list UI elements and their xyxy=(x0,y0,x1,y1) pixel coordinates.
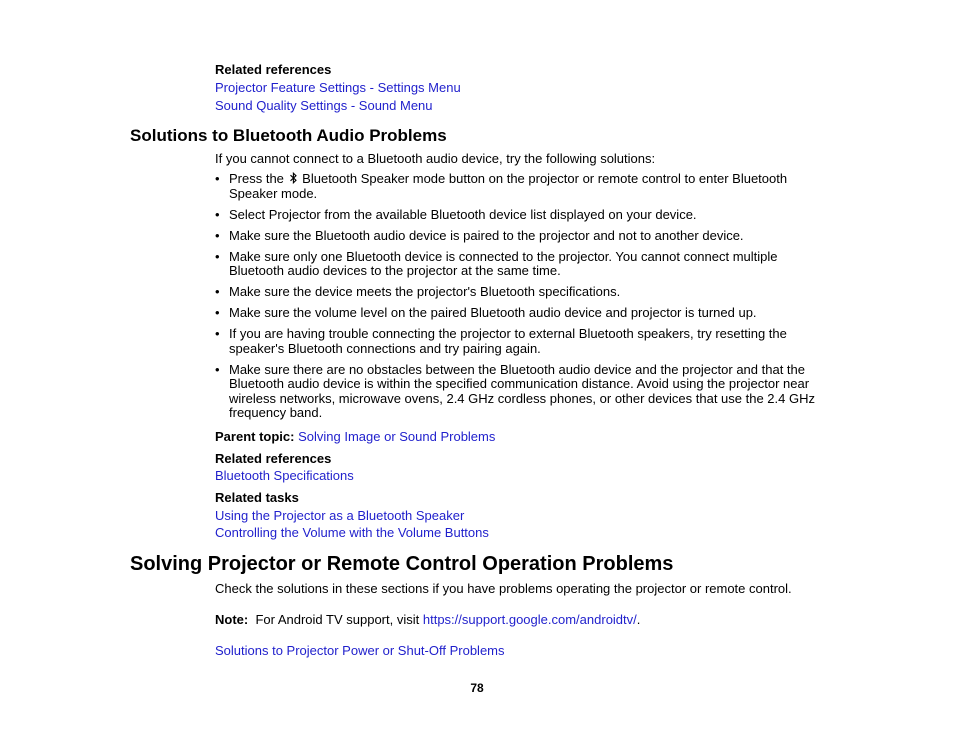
related-references-heading: Related references xyxy=(215,62,332,77)
bluetooth-icon xyxy=(289,172,298,184)
bullet-text: Select Projector from the available Bluetooth device list displayed on your device. xyxy=(229,206,697,222)
section-intro: Check the solutions in these sections if you have problems operating the projector or remote control. xyxy=(215,581,792,596)
bullet-text: Make sure only one Bluetooth device is connected to the projector. You cannot connect multiple xyxy=(229,248,778,264)
link-volume-buttons[interactable]: Controlling the Volume with the Volume Buttons xyxy=(215,525,489,540)
list-item xyxy=(215,306,835,321)
bullet-text: Bluetooth audio device is within the specified communication distance. Avoid using the projector near xyxy=(229,376,810,391)
bullet-symbol: • xyxy=(215,326,220,341)
link-bluetooth-speaker[interactable]: Using the Projector as a Bluetooth Speaker xyxy=(215,508,465,523)
list-item xyxy=(215,363,835,421)
bullet-text: Make sure the volume level on the paired Bluetooth audio device and projector is turned up. xyxy=(229,305,757,320)
bullet-symbol: • xyxy=(215,206,220,222)
note xyxy=(215,612,640,627)
parent-topic xyxy=(215,429,495,444)
bullet-symbol: • xyxy=(215,227,220,243)
bullet-text: wireless networks, microwave ovens, 2.4 GHz cordless phones, or other devices that use the 2.4 GHz xyxy=(229,390,815,406)
bullet-text: Speaker mode. xyxy=(229,185,318,201)
note-text: For Android TV support, visit xyxy=(255,612,420,627)
bullet-symbol: • xyxy=(215,248,220,264)
note-label: Note: xyxy=(215,612,249,627)
bullet-symbol: • xyxy=(215,361,220,377)
bullet-text: frequency band. xyxy=(229,405,323,420)
link-power-shutoff-problems[interactable]: Solutions to Projector Power or Shut-Off Problems xyxy=(215,643,505,658)
link-projector-feature-settings[interactable]: Projector Feature Settings - Settings Menu xyxy=(215,80,461,95)
list-item xyxy=(215,229,835,244)
list-item xyxy=(215,285,835,300)
link-android-tv-support[interactable]: https://support.google.com/androidtv/ xyxy=(422,612,637,627)
link-sound-quality-settings[interactable]: Sound Quality Settings - Sound Menu xyxy=(215,98,433,113)
section-intro: If you cannot connect to a Bluetooth audio device, try the following solutions: xyxy=(215,151,656,166)
bullet-text: speaker's Bluetooth connections and try pairing again. xyxy=(229,340,541,356)
bullet-symbol: • xyxy=(215,305,220,320)
link-bluetooth-specifications[interactable]: Bluetooth Specifications xyxy=(215,468,354,483)
solutions-list xyxy=(215,172,835,427)
related-tasks-heading: Related tasks xyxy=(215,490,299,505)
list-item xyxy=(215,327,835,356)
list-item xyxy=(215,250,835,279)
bullet-text: Make sure the Bluetooth audio device is paired to the projector and not to another device. xyxy=(229,227,744,243)
link-solving-image-sound[interactable]: Solving Image or Sound Problems xyxy=(298,429,496,444)
bullet-text: Bluetooth Speaker mode button on the projector or remote control to enter Bluetooth xyxy=(302,171,788,186)
section-title-bluetooth-audio: Solutions to Bluetooth Audio Problems xyxy=(130,126,447,145)
bullet-text: If you are having trouble connecting the projector to external Bluetooth speakers, try resetting the xyxy=(229,326,787,341)
bullet-text: Bluetooth audio devices to the projector at the same time. xyxy=(229,263,561,278)
bullet-symbol: • xyxy=(215,284,220,299)
note-end: . xyxy=(636,612,641,627)
list-item xyxy=(215,172,835,201)
bullet-text: Make sure the device meets the projector's Bluetooth specifications. xyxy=(229,284,621,299)
bullet-text: Make sure there are no obstacles between the Bluetooth audio device and the projector and that the xyxy=(229,361,805,377)
section-title-operation-problems: Solving Projector or Remote Control Operation Problems xyxy=(130,553,674,575)
bullet-symbol: • xyxy=(215,171,220,186)
page-number: 78 xyxy=(470,681,484,695)
list-item xyxy=(215,208,835,223)
related-references-heading: Related references xyxy=(215,451,332,466)
bullet-text: Press the xyxy=(229,171,284,186)
parent-topic-label: Parent topic: xyxy=(215,429,295,444)
